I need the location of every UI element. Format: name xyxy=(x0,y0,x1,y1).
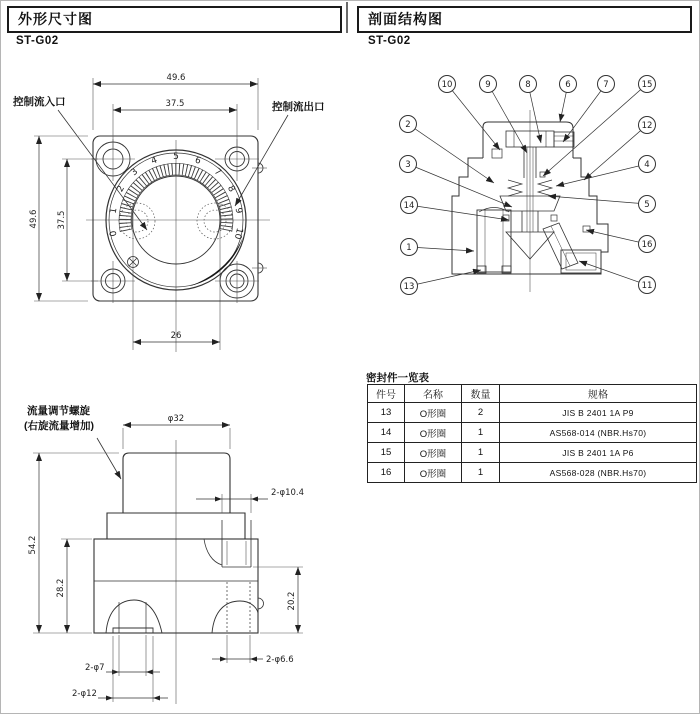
right-model-label: ST-G02 xyxy=(368,35,411,47)
dim-bottom-span: 26 xyxy=(170,331,182,341)
col-header-name: 名称 xyxy=(405,385,462,403)
dial-number: 6 xyxy=(193,155,203,167)
balloon-12 xyxy=(639,117,656,134)
outlet-label: 控制流出口 xyxy=(272,101,325,113)
oring-16 xyxy=(583,226,590,232)
part-balloons xyxy=(400,76,656,295)
seal-table-title: 密封件一览表 xyxy=(366,372,429,384)
dim-holes-66: 2-φ6.6 xyxy=(266,655,294,665)
dial-number: 9 xyxy=(232,207,244,215)
dim-port-height: 20.2 xyxy=(287,591,297,611)
balloon-7 xyxy=(598,76,615,93)
svg-text:14: 14 xyxy=(403,201,415,211)
right-section-title: 剖面结构图 xyxy=(357,6,692,33)
dim-hole-span-v: 37.5 xyxy=(57,210,67,230)
cell-name: O形圈 xyxy=(405,403,462,423)
side-view-dimensions xyxy=(28,414,304,702)
cell-spec: AS568-014 (NBR.Hs70) xyxy=(500,423,697,443)
right-port-boss xyxy=(212,601,258,633)
mounting-holes xyxy=(91,139,259,303)
spring-left xyxy=(508,180,522,196)
cell-name: O形圈 xyxy=(405,463,462,483)
dial-number: 3 xyxy=(129,166,141,179)
cell-name: O形圈 xyxy=(405,443,462,463)
dial-number: 2 xyxy=(115,184,128,194)
dial-number: 10 xyxy=(231,226,245,241)
dim-holes-7: 2-φ7 xyxy=(85,663,105,673)
cell-qty: 2 xyxy=(462,403,500,423)
dial-number: 8 xyxy=(224,184,237,194)
cell-qty: 1 xyxy=(462,463,500,483)
dial-number: 0 xyxy=(108,229,120,238)
cell-part-no: 14 xyxy=(368,423,405,443)
section-view-drawing xyxy=(400,76,656,295)
svg-text:2: 2 xyxy=(405,120,411,130)
dial-pointer-crescent xyxy=(190,237,243,286)
cell-part-no: 13 xyxy=(368,403,405,423)
front-view-dimensions xyxy=(29,73,258,342)
col-header-qty: 数量 xyxy=(462,385,500,403)
adjust-knob xyxy=(123,453,230,513)
flow-adjust-leader xyxy=(97,438,121,479)
svg-text:16: 16 xyxy=(641,240,653,250)
svg-text:5: 5 xyxy=(644,200,650,210)
balloon-10 xyxy=(439,76,456,93)
front-view-drawing xyxy=(29,73,288,352)
top-cap xyxy=(483,122,573,158)
svg-text:7: 7 xyxy=(603,80,609,90)
side-view-drawing xyxy=(28,414,304,704)
svg-text:10: 10 xyxy=(441,80,453,90)
dial-number: 7 xyxy=(211,166,223,179)
balloon-11 xyxy=(639,277,656,294)
balloon-13 xyxy=(401,278,418,295)
dial-number: 4 xyxy=(149,155,159,167)
dim-knob-dia: φ32 xyxy=(167,414,185,424)
svg-text:9: 9 xyxy=(485,80,491,90)
dim-left-height: 49.6 xyxy=(29,209,39,229)
side-screw xyxy=(554,132,574,147)
dim-top-holes: 2-φ10.4 xyxy=(271,488,305,498)
balloon-14 xyxy=(401,197,418,214)
balloon-5 xyxy=(639,196,656,213)
dim-top-width: 49.6 xyxy=(166,73,186,83)
inlet-label: 控制流入口 xyxy=(13,96,66,108)
svg-text:3: 3 xyxy=(405,160,411,170)
dim-hole-span-h: 37.5 xyxy=(165,99,185,109)
left-section-title: 外形尺寸图 xyxy=(7,6,342,33)
cell-qty: 1 xyxy=(462,423,500,443)
balloon-1 xyxy=(401,239,418,256)
dim-body-height: 28.2 xyxy=(56,578,66,598)
balloon-15 xyxy=(639,76,656,93)
svg-text:13: 13 xyxy=(403,282,415,292)
cell-spec: JIS B 2401 1A P9 xyxy=(500,403,697,423)
balloon-2 xyxy=(400,116,417,133)
cell-part-no: 15 xyxy=(368,443,405,463)
cell-spec: AS568-028 (NBR.Hs70) xyxy=(500,463,697,483)
col-header-part-no: 件号 xyxy=(368,385,405,403)
svg-text:8: 8 xyxy=(525,80,531,90)
flow-adjust-label-line2: (右旋流量增加) xyxy=(24,420,94,432)
cell-part-no: 16 xyxy=(368,463,405,483)
col-header-spec: 规格 xyxy=(500,385,697,403)
balloon-4 xyxy=(639,156,656,173)
left-model-label: ST-G02 xyxy=(16,35,59,47)
svg-text:11: 11 xyxy=(641,281,653,291)
dial-number: 1 xyxy=(108,207,120,215)
balloon-8 xyxy=(520,76,537,93)
svg-text:1: 1 xyxy=(406,243,412,253)
dial-number: 5 xyxy=(173,152,179,162)
dim-holes-12: 2-φ12 xyxy=(72,689,97,699)
flow-adjust-label-line1: 流量调节螺旋 xyxy=(27,405,90,417)
cell-qty: 1 xyxy=(462,443,500,463)
balloon-16 xyxy=(639,236,656,253)
svg-text:6: 6 xyxy=(565,80,571,90)
spring-right xyxy=(538,180,552,196)
cell-name: O形圈 xyxy=(405,423,462,443)
balloon-9 xyxy=(480,76,497,93)
svg-text:15: 15 xyxy=(641,80,653,90)
svg-text:12: 12 xyxy=(641,121,653,131)
dim-total-height: 54.2 xyxy=(28,535,38,555)
balloon-6 xyxy=(560,76,577,93)
svg-text:4: 4 xyxy=(644,160,650,170)
cell-spec: JIS B 2401 1A P6 xyxy=(500,443,697,463)
balloon-3 xyxy=(400,156,417,173)
outlet-leader-line xyxy=(235,115,288,206)
